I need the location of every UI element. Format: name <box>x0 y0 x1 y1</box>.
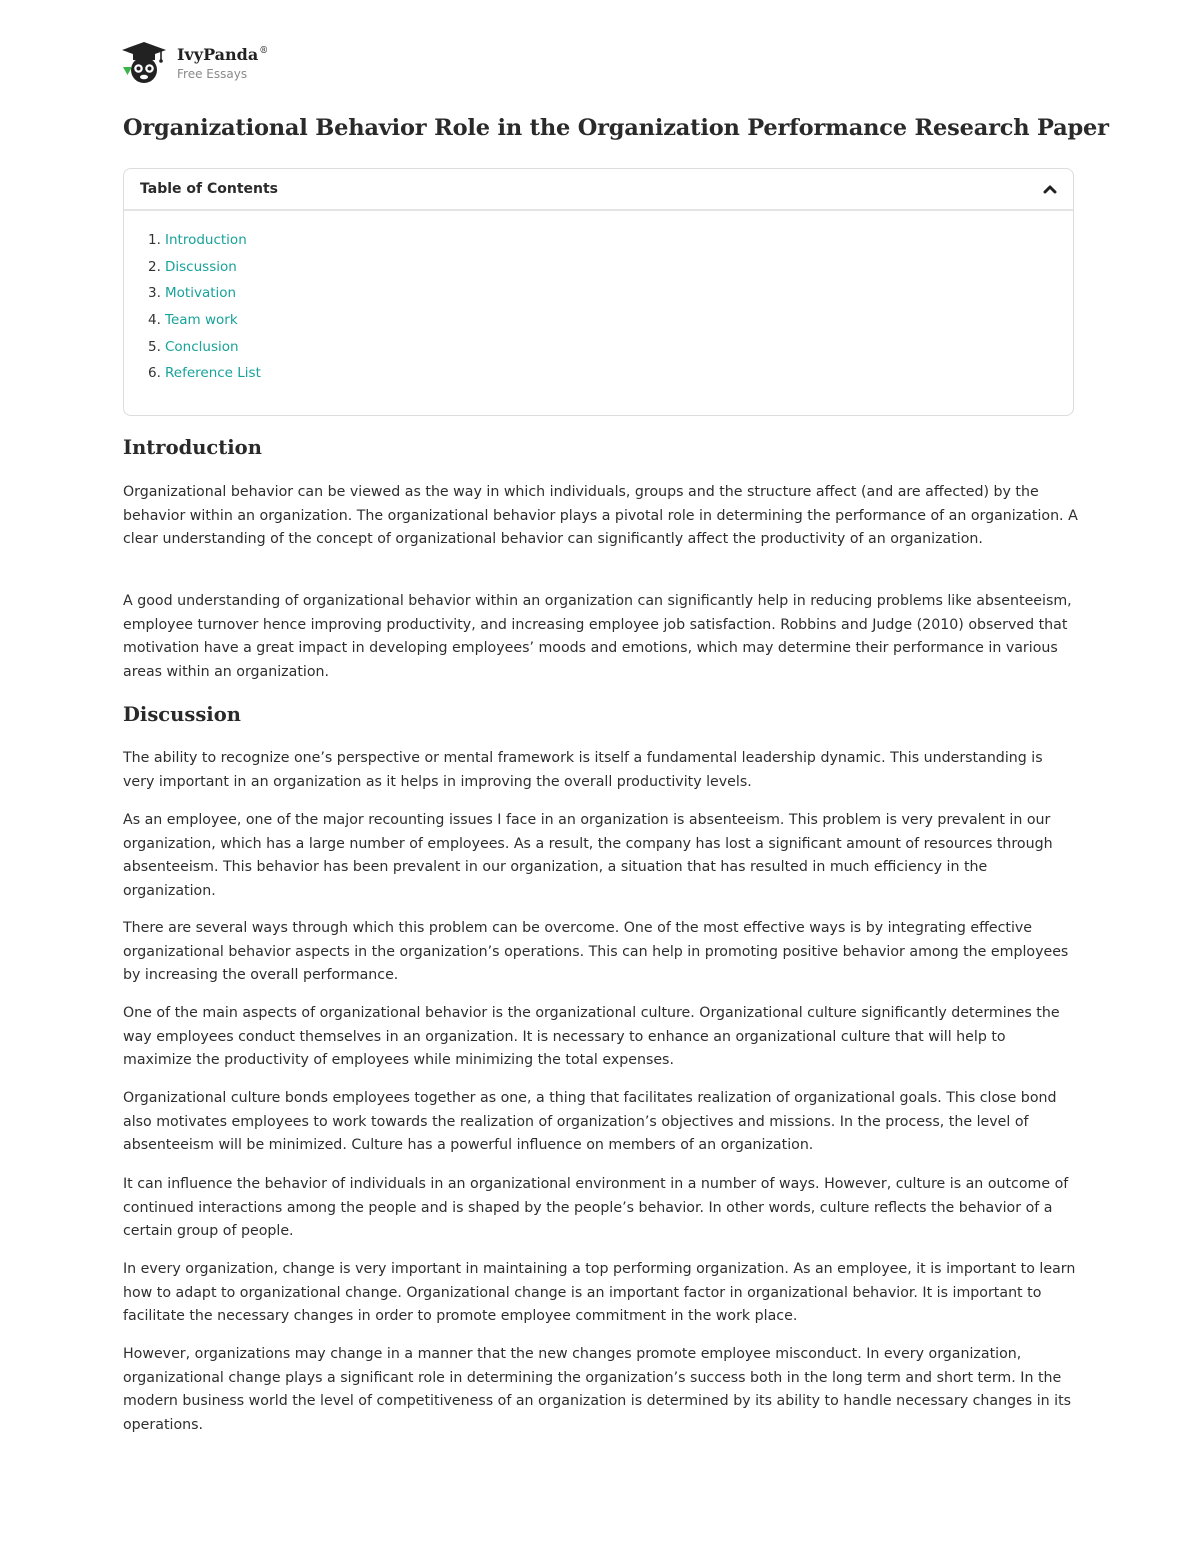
toc-item <box>148 365 1073 392</box>
brand-tagline: Free Essays <box>177 66 248 81</box>
discussion-paragraph: Organizational culture bonds employees together as one, a thing that facilitates realization of organizational goals. This close bond also motivates employees to work towards the realization of organization’s objectives and missions. In the process, the level of absenteeism will be minimized. Culture has a powerful influence on members of an organization. <box>123 1090 1057 1154</box>
toc-link-reference-list[interactable]: Reference List <box>165 365 261 382</box>
toc-item <box>148 312 1073 339</box>
brand-name: IvyPanda® <box>177 44 269 64</box>
discussion-paragraph: There are several ways through which this problem can be overcome. One of the most effective ways is by integrating effective organizational behavior aspects in the organization’s operations. This can help in promoting positive behavior among the employees by increasing the overall performance. <box>123 920 1069 984</box>
toc-item-number: 6. <box>148 365 161 382</box>
toc-item <box>148 232 1073 259</box>
toc-link-introduction[interactable]: Introduction <box>165 232 247 248</box>
discussion-paragraph: As an employee, one of the major recounting issues I face in an organization is absenteeism. This problem is very prevalent in our organization, which has a large number of employees. As a result, the company has lost a significant amount of resources through absenteeism. This behavior has been prevalent in our organization, a situation that has resulted in much efficiency in the organization. <box>123 812 1053 899</box>
toc-item <box>148 339 1073 366</box>
toc-item-number: 5. <box>148 338 161 355</box>
toc-link-motivation[interactable]: Motivation <box>165 285 237 302</box>
discussion-paragraph: In every organization, change is very important in maintaining a top performing organization. As an employee, it is important to learn how to adapt to organizational change. Organizational change is an important factor in organizational behavior. It is important to facilitate the necessary changes in order to promote employee commitment in the work place. <box>123 1261 1076 1325</box>
discussion-paragraph: The ability to recognize one’s perspective or mental framework is itself a fundamental leadership dynamic. This understanding is very important in an organization as it helps in improving the overall productivity levels. <box>123 750 1043 790</box>
toc-item-number: 2. <box>148 258 161 275</box>
toc-item <box>148 259 1073 286</box>
page-title: Organizational Behavior Role in the Organization Performance Research Paper <box>123 115 1109 141</box>
logo-text <box>177 44 269 81</box>
toc-item <box>148 285 1073 312</box>
section-heading-introduction: Introduction <box>123 436 262 459</box>
discussion-paragraph: However, organizations may change in a manner that the new changes promote employee misconduct. In every organization, organizational change plays a significant role in determining the organization’s success both in the long term and short term. In the modern business world the level of competitiveness of an organization is determined by its ability to handle necessary changes in its operations. <box>123 1346 1072 1433</box>
chevron-up-icon <box>1043 184 1057 194</box>
introduction-paragraph: A good understanding of organizational behavior within an organization can significantly help in reducing problems like absenteeism, employee turnover hence improving productivity, and increasing employee job satisfaction. Robbins and Judge (2010) observed that motivation have a great impact in developing employees’ moods and emotions, which may determine their performance in various areas within an organization. <box>123 593 1072 680</box>
discussion-paragraph: One of the main aspects of organizational behavior is the organizational culture. Organizational culture significantly determines the way employees conduct themselves in an organization. It is necessary to enhance an organizational culture that will help to maximize the productivity of employees while minimizing the total expenses. <box>123 1005 1060 1069</box>
toc-item-number: 3. <box>148 285 161 302</box>
toc-link-discussion[interactable]: Discussion <box>165 258 237 275</box>
logo-mascot-icon <box>121 40 167 86</box>
table-of-contents <box>123 168 1074 416</box>
toc-list <box>124 211 1073 392</box>
discussion-paragraph: It can influence the behavior of individuals in an organizational environment in a number of ways. However, culture is an outcome of continued interactions among the people and is shaped by the people’s behavior. In other words, culture reflects the behavior of a certain group of people. <box>123 1176 1069 1240</box>
toc-item-number: 1. <box>148 232 161 248</box>
toc-link-team-work[interactable]: Team work <box>165 312 238 329</box>
toc-header[interactable] <box>124 169 1073 211</box>
brand-logo[interactable] <box>121 40 268 86</box>
toc-collapse-button[interactable] <box>1042 181 1058 197</box>
introduction-paragraph: Organizational behavior can be viewed as the way in which individuals, groups and the structure affect (and are affected) by the behavior within an organization. The organizational behavior plays a pivotal role in determining the performance of an organization. A clear understanding of the concept of organizational behavior can significantly affect the productivity of an organization. <box>123 484 1078 548</box>
toc-title: Table of Contents <box>140 181 279 197</box>
section-heading-discussion: Discussion <box>123 703 241 726</box>
toc-link-conclusion[interactable]: Conclusion <box>165 338 239 355</box>
toc-item-number: 4. <box>148 312 161 329</box>
